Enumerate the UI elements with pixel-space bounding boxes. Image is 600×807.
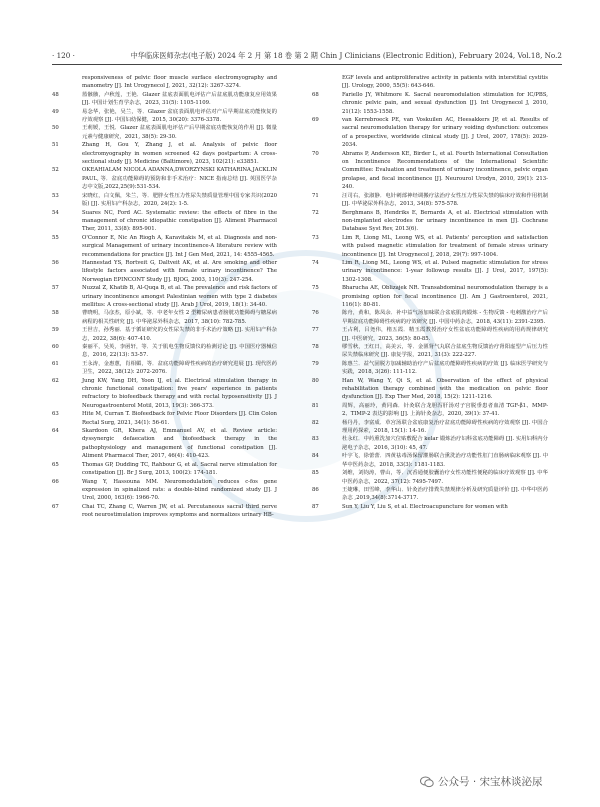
journal-title: 中华临床医师杂志(电子版) 2024 年 2 月 第 18 卷 第 2 期 Chin J Clinicians (Electronic Edition), February 2024, Vol.18, No.2 — [130, 51, 562, 60]
reference-item — [312, 402, 548, 419]
wechat-icon — [420, 776, 434, 788]
reference-item — [52, 141, 277, 166]
reference-number: 58 — [52, 310, 59, 317]
reference-number: 57 — [52, 285, 59, 292]
reference-number: 63 — [52, 411, 59, 418]
reference-item — [312, 284, 548, 309]
reference-number: 51 — [52, 142, 59, 149]
reference-text: Berghmans B, Hendriks E, Bernards A, et al. Electrical stimulation with non-implanted electrodes for urinary incontinence in men [J]. Cochrane Database Syst Rev, 2013(6). — [342, 209, 548, 233]
reference-text: 易念华，张艳，吴兰，等．Glazer 盆底表面肌电评估对产后早期盆底功能恢复的疗效观察 [J]. 中国妇幼保健，2015, 30(20): 3376-3378. — [82, 108, 277, 124]
reference-number: 52 — [52, 167, 59, 174]
reference-number: 74 — [312, 259, 319, 266]
reference-number: 53 — [52, 192, 59, 199]
reference-item — [52, 343, 277, 360]
reference-text: 杜永红．中药熏洗加穴位贴敷配合 kelar 锻炼治疗妇科盆底功能障碍 [J]. 实用妇科内分泌电子杂志，2016, 3(10): 45, 47. — [342, 436, 548, 451]
reference-item — [312, 503, 548, 511]
reference-number: 49 — [52, 108, 59, 115]
reference-text: 周辉，高丽玲，黄同森．针灸联合龙胆泻肝汤对子宫脱垂患者血清 TGF-β1、MMP-2、TIMP-2 表达的影响 [J]. 上海针灸杂志，2020, 39(1): 37-41. — [342, 402, 548, 418]
reference-number: 72 — [312, 209, 319, 216]
reference-number: 61 — [52, 360, 59, 367]
reference-item — [312, 377, 548, 402]
reference-item — [312, 419, 548, 436]
page-number: · 120 · — [52, 51, 75, 60]
reference-text: 曹晓明，马彦杰，原小斌，等．中老年女性 2 型糖尿病患者膀胱功能障碍与糖尿病病程的相关性研究 [J]. 中华泌尿外科杂志，2017, 38(10): 782-785. — [82, 310, 277, 325]
reference-item — [312, 435, 548, 452]
footer-text: 公众号 · 宋宝林谈泌尿 — [438, 776, 543, 788]
reference-text: van Kerrebroeck PE, van Voskuilen AC, Heesakkers JP, et al. Results of sacral neuromodulation therapy for urinary voiding dysfunction: outcomes of a prospective, worldwide clinical study [J]. J Urol, 2007, 178(5): 2029-2034. — [342, 117, 548, 149]
reference-number: 80 — [312, 377, 319, 384]
reference-number: 48 — [52, 91, 59, 98]
left-column — [52, 74, 277, 520]
reference-text: Lim R, Liong ML, Leong WS, et al. Pulsed magnetic stimulation for stress urinary incontinence: 1-year followup results [J]. J Urol, 2017, 197(5): 1302-1308. — [342, 259, 548, 283]
reference-text: Hite M, Curran T. Biofeedback for Pelvic Floor Disorders [J]. Clin Colon Rectal Surg, 2021, 34(1): 56-61. — [82, 411, 277, 426]
reference-number: 60 — [52, 344, 59, 350]
reference-item — [52, 284, 277, 309]
reference-item — [52, 410, 277, 427]
reference-number: 68 — [312, 91, 319, 98]
reference-number: 56 — [52, 259, 59, 266]
header-rule — [52, 64, 562, 65]
reference-number: 69 — [312, 117, 319, 124]
reference-text: 陈舟，黄和，陈凤余．补中益气汤加味联合盆底肌肉锻炼 - 生物反馈 - 电刺激治疗产后早期盆底功能障碍性疾病的疗效研究 [J]. 中国中药杂志，2018, 43(11): 2391-2395. — [342, 310, 548, 325]
reference-number: 81 — [312, 402, 319, 409]
wechat-footer — [420, 770, 590, 794]
reference-text: O'Connor E, Nic An Riogh A, Karavitakis M, et al. Diagnosis and non-surgical Management of urinary incontinence-A literature review with recommendations for practice [J]. Int J Gen Med, 2021, 14: 4555-4565. — [82, 234, 277, 258]
reference-number: 70 — [312, 150, 319, 157]
reference-text: Fariello JY, Whitmore K. Sacral neuromodulation stimulation for IC/PBS, chronic pelvic pain, and sexual dysfunction [J]. Int Urogynecol J, 2010, 21(12): 1553-1558. — [342, 91, 548, 115]
reference-item — [52, 209, 277, 234]
reference-item — [52, 124, 277, 141]
reference-text: Han W, Wang Y, Qi S, et al. Observation of the effect of physical rehabilitation therapy combined with the medication on pelvic floor dysfunction [J]. Exp Ther Med, 2018, 15(2): 1211-1216. — [342, 377, 548, 401]
reference-number: 64 — [52, 428, 59, 435]
reference-text: Skardoon GR, Khera AJ, Emmanuel AV, et al. Review article: dyssynergic defaecation and biofeedback therapy in the pathophysiology and management of functional constipation [J]. Aliment Pharmacol Ther, 2017, 46(4): 410-423. — [82, 428, 277, 460]
reference-item — [52, 259, 277, 284]
reference-number: 77 — [312, 327, 319, 334]
reference-number: 59 — [52, 327, 59, 334]
reference-item — [312, 360, 548, 377]
reference-item — [312, 326, 548, 343]
reference-item — [312, 150, 548, 192]
reference-item — [52, 91, 277, 108]
reference-item — [312, 343, 548, 360]
reference-number: 62 — [52, 377, 59, 384]
reference-number: 65 — [52, 461, 59, 468]
reference-item — [52, 478, 277, 503]
reference-text: Thomas GP, Dudding TC, Rahbour G, et al. Sacral nerve stimulation for constipation [J]. Br J Surg, 2013, 100(2): 174-181. — [82, 461, 277, 477]
reference-item — [312, 309, 548, 326]
reference-text: 王婕琳，田雪峰，李华山．针灸治疗排粪失禁规律分析及研究质量评价 [J]. 中华中医药杂志 ,2019,34(8):3714-3717. — [342, 486, 548, 502]
reference-item — [52, 461, 277, 478]
reference-number: 73 — [312, 234, 319, 241]
reference-list-right — [312, 91, 548, 511]
reference-number: 82 — [312, 419, 319, 426]
reference-item — [52, 377, 277, 411]
reference-number: 71 — [312, 192, 319, 199]
reference-text: Suares NC, Ford AC. Systematic review: the effects of fibre in the management of chronic idiopathic constipation [J]. Aliment Pharmacol Ther, 2011, 33(8): 895-901. — [82, 209, 277, 233]
reference-item — [52, 503, 277, 520]
reference-text: Hannestad YS, Rortveit G, Daltveit AK, et al. Are smoking and other lifestyle factors associated with female urinary incontinence? The Norwegian EPINCONT Study [J]. BJOG, 2003, 110(3): 247-254. — [82, 259, 277, 283]
reference-item — [312, 192, 548, 209]
reference-text: 刘维，刘钧涛，曹山，等．沉香通便胶囊治疗女性功能性便秘的临床疗效观察 [J]. 中华中医药杂志，2022, 37(12): 7495-7497. — [342, 470, 548, 485]
reference-text: 王莉媛，王悦．Glazer 盆底表面肌电评估产后早期盆底功能恢复的作用 [J]. 微量元素与健康研究，2021, 38(5): 29-30. — [82, 125, 277, 140]
reference-number: 67 — [52, 503, 59, 510]
reference-text: 王占利，吕尧伟，楮五霞．精玉霞教授治疗女性盆底功能障碍性疾病的用药规律研究 [J]. 中医研究，2023, 36(5): 80-85. — [342, 327, 548, 342]
reference-text: 叶宇飞，徐蕾蕾．四黄祛毒汤保留灌肠联合熏洗治疗功能性肛门直肠病临床观察 [J]. 中华中医药杂志，2018, 33(3): 1181-1183. — [342, 453, 548, 468]
reference-text: 王永涛，金惠蕙，肖相媚，等．盆底功能障碍性疾病的治疗研究进展 [J]. 现代医药卫生，2022, 38(12): 2072-2076. — [82, 360, 277, 376]
reference-continuation: responsiveness of pelvic floor muscle surface electromyography and manometry [J]. Int Urogynecol J, 2021, 32(12): 3267-3274. — [82, 75, 277, 90]
reference-text: 陈惠兰．益气固脱方加减辅助治疗产后盆底功能障碍性疾病的疗效 [J]. 临床医学研究与实践，2018, 3(26): 111-112. — [342, 360, 548, 376]
reference-item — [52, 234, 277, 259]
reference-item — [52, 427, 277, 461]
reference-text: 宋晓红，白文佩，朱兰，等．肥胖女性压力性尿失禁质量管理中国专家共识(2020 版) [J]. 实用妇产科杂志，2020, 24(2): 1-5. — [82, 192, 277, 208]
reference-item — [52, 166, 277, 191]
reference-item — [312, 452, 548, 469]
reference-number: 83 — [312, 436, 319, 443]
reference-number: 75 — [312, 285, 319, 292]
reference-text: 杨丹丹，李富成．草宫汤联合盆底康复治疗盆底功能障碍性疾病的疗效观察 [J]. 中国合理用药探索，2018, 15(1): 14-16. — [342, 419, 548, 435]
reference-number: 66 — [52, 478, 59, 485]
reference-number: 50 — [52, 125, 59, 132]
reference-text: Nuzzal Z, Khatib B, Al-Quqa B, et al. The prevalence and risk factors of urinary incontinence amongst Palestinian women with type 2 diabetes mellitus: A cross-sectional study [J]. Arab J Urol, 2019, 18(1): 34-40. — [82, 285, 277, 308]
reference-item — [52, 192, 277, 209]
reference-number: 76 — [312, 310, 319, 317]
reference-item — [312, 116, 548, 150]
reference-text: 秦丽平，吴英，李函轩，等．关于肌电生物反馈仪的检测讨论 [J]. 中国医疗器械信息，2016, 22(13): 53-57. — [82, 344, 277, 359]
reference-text: OKEAHIALAM NICOLA ADANNA,DWORZYNSKI KATHARINA,JACKLIN PAUL, 等．盆底功能障碍的预防和非手术治疗：NICE 指南总结 [J]. 英国医学杂志中文版,2022,25(9):531-534. — [82, 167, 277, 191]
reference-number: 85 — [312, 470, 319, 477]
right-column — [312, 74, 548, 511]
reference-item — [312, 486, 548, 503]
reference-number: 87 — [312, 503, 319, 510]
reference-text: Bharucha AE, Oblizajek NR. Transabdominal neuromodulation therapy is a promising option for fecal incontinence [J]. Am J Gastroenterol, 2021, 116(1): 80-81. — [342, 285, 548, 308]
reference-number: 54 — [52, 209, 59, 216]
reference-text: 篮骸骸，卢秋莲，王艳．Glazer 盆底表面肌电评估产后盆底肌功能康复应用效果 [J]. 中国计划生育学杂志，2023, 31(5): 1105-1109. — [82, 91, 277, 107]
reference-item — [312, 209, 548, 234]
reference-text: Abrams P, Andersson KE, Birder L, et al. Fourth International Consultation on Incontinence Recommendations of the International Scientific Committee: Evaluation and treatment of urinary incontinence, pelvic organ prolapse, and fecal incontinence [J]. Neurourol Urodyn, 2010, 29(1): 213-240. — [342, 150, 548, 191]
reference-list-left — [52, 91, 277, 520]
reference-text: Zhang H, Gou Y, Zhang J, et al. Analysis of pelvic floor electromyography in women screened 42 days postpartum: A cross-sectional study [J]. Medicine (Baltimore), 2023, 102(21): e33851. — [82, 142, 277, 166]
reference-text: 缪雪秋，王红日，高美云，等．金匮肾气丸联合盆底生物反馈治疗肾阳虚型产后压力性尿失禁临床研究 [J]. 康复学报，2021, 31(3): 222-227. — [342, 344, 548, 359]
reference-item — [312, 259, 548, 284]
reference-number: 79 — [312, 360, 319, 367]
reference-text: Jung KW, Yang DH, Yoon IJ, et al. Electrical stimulation therapy in chronic functional constipation: five years' experience in patients refractory to biofeedback therapy and with rectal hyposensitivity [J]. J Neurogastroenterol Motil, 2013, 19(3): 366-373. — [82, 377, 277, 409]
running-header — [52, 50, 562, 62]
reference-item — [312, 469, 548, 486]
reference-text: Chai TC, Zhang C, Warren JW, et al. Percutaneous sacral third nerve root neurostimulation improves symptoms and normalizes urinary HB- — [82, 503, 277, 519]
reference-item — [52, 108, 277, 125]
reference-number: 55 — [52, 234, 59, 241]
reference-number: 78 — [312, 344, 319, 350]
reference-item — [52, 326, 277, 343]
reference-text: 王世吉，孙秀丽．基于循证研究的女性尿失禁的非手术治疗策略 [J]. 实用妇产科杂志，2022, 38(6): 407-410. — [82, 327, 277, 342]
reference-number: 86 — [312, 486, 319, 493]
reference-number: 84 — [312, 453, 319, 460]
reference-item — [312, 91, 548, 116]
reference-item — [52, 360, 277, 377]
reference-item — [312, 234, 548, 259]
reference-text: Wang Y, Hassouna MM. Neuromodulation reduces c-fos gene expression in spinalized rats: a double-blind randomized study [J]. J Urol, 2000, 163(6): 1966-70. — [82, 478, 277, 502]
reference-continuation: EGF levels and antiproliferative activity in patients with interstitial cystitis [J]. Urology, 2000, 55(5): 643-646. — [342, 75, 548, 90]
reference-text: Lim R, Liong ML, Leong WS, et al. Patients' perception and satisfaction with pulsed magnetic stimulation for treatment of female stress urinary incontinence [J]. Int Urogynecol J, 2018, 29(7): 997-1004. — [342, 234, 548, 258]
reference-text: Sun Y, Liu Y, Liu S, et al. Electroacupuncture for women with — [342, 503, 508, 510]
reference-text: 汪司右，张淑静．电针刺部神经调搬疗法治疗女性压力性尿失禁的临床疗效和作用机制 [J]. 中华泌尿外科杂志，2013, 34(8): 575-578. — [342, 192, 548, 208]
reference-item — [52, 309, 277, 326]
